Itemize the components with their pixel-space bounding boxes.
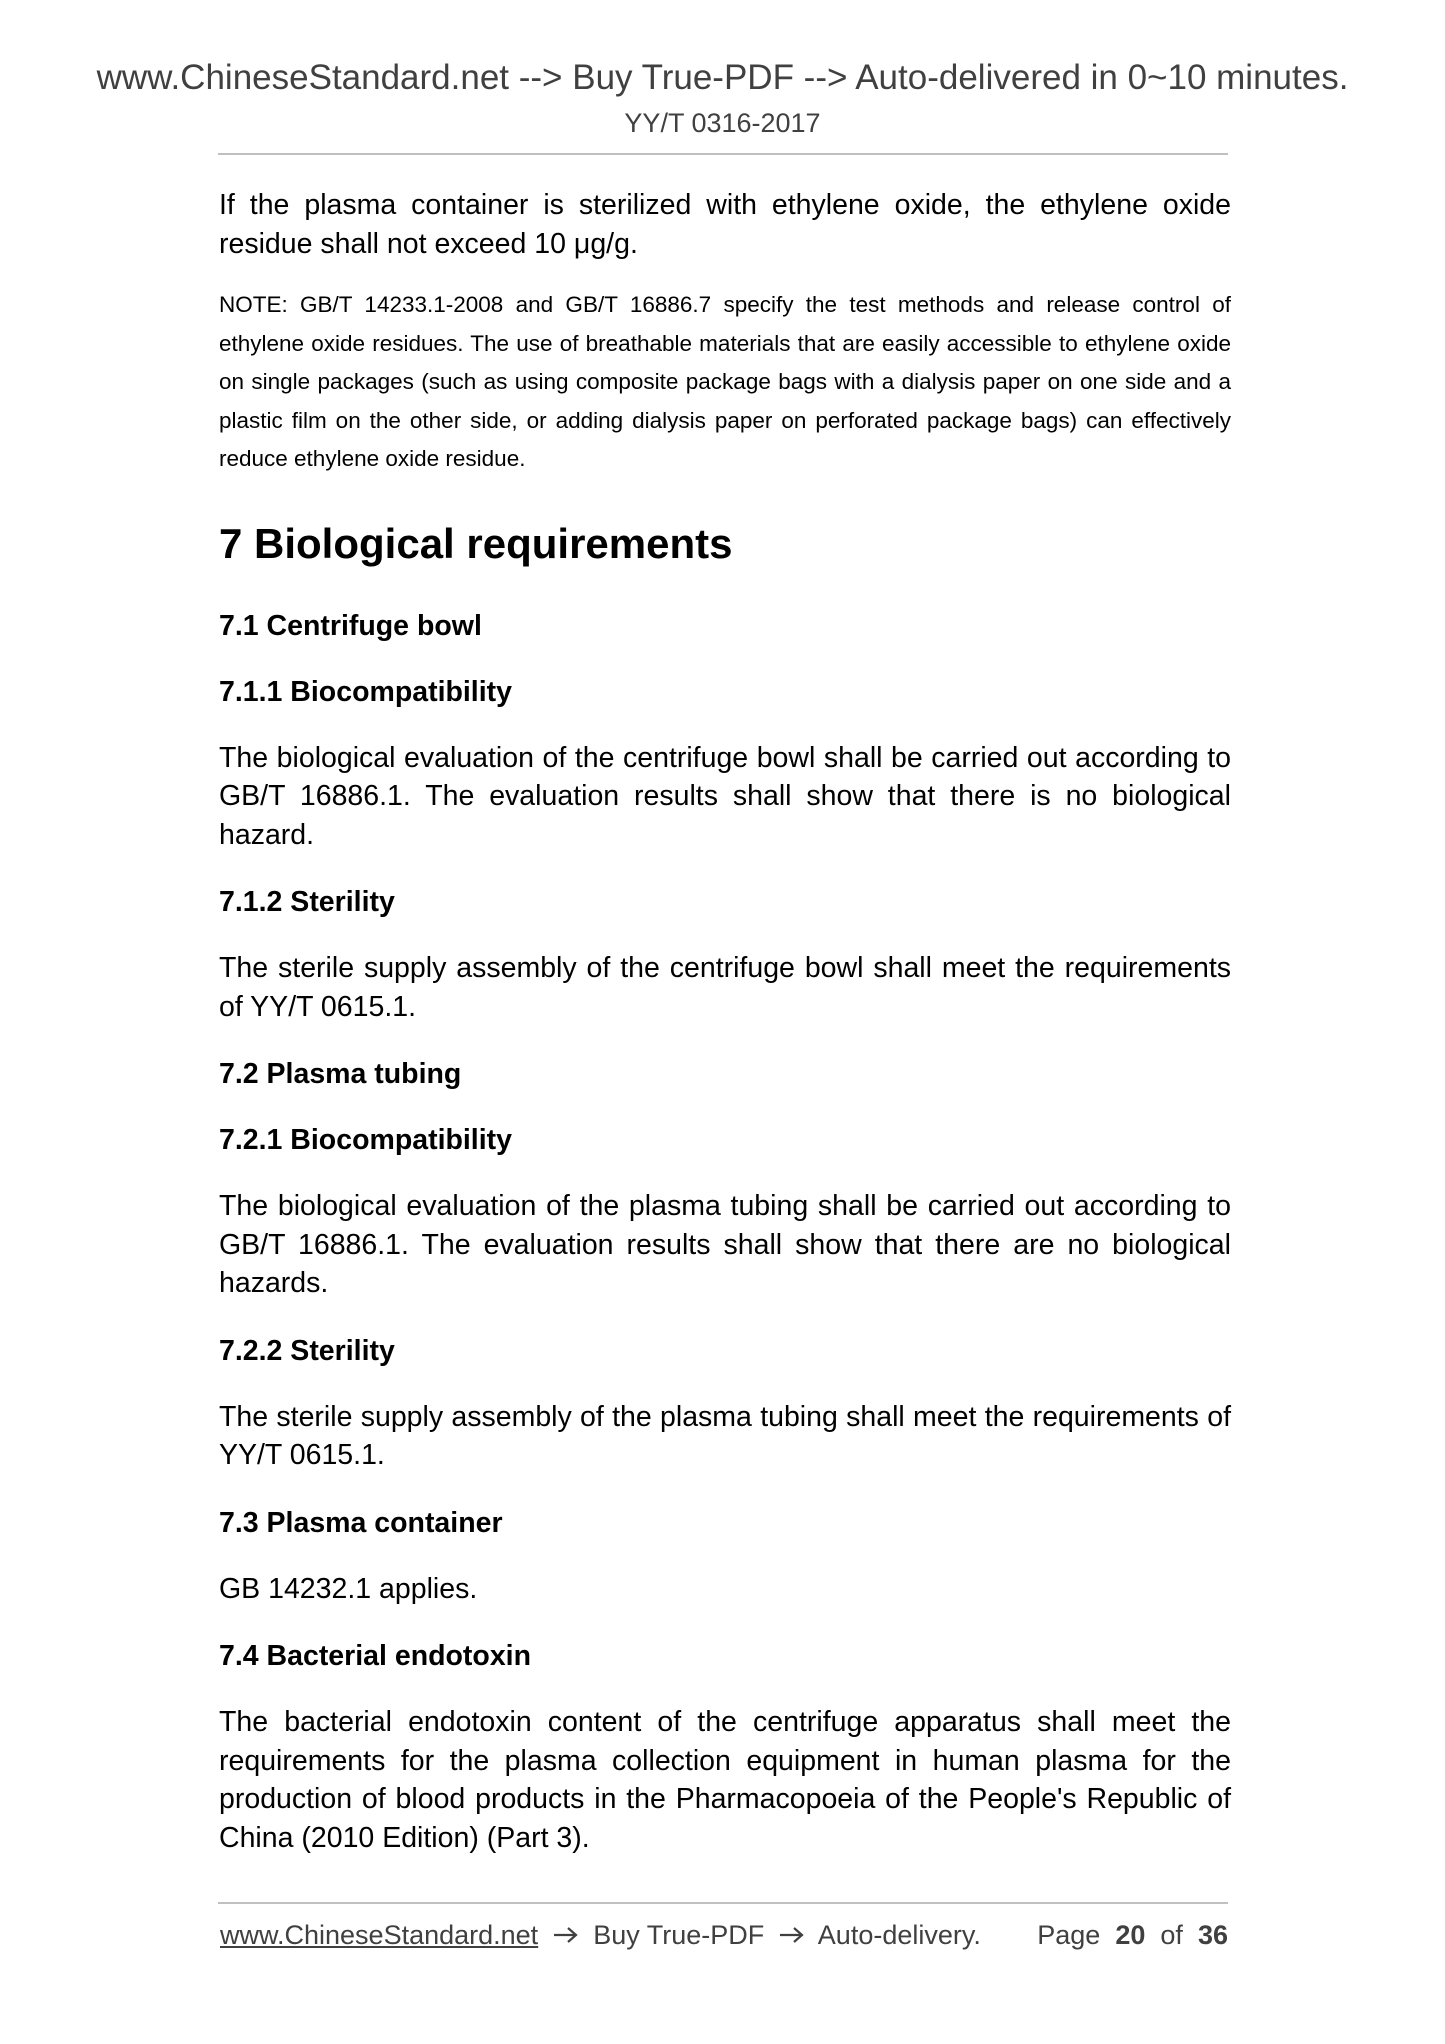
page-footer	[220, 1916, 1228, 1956]
right-arrow-icon	[778, 1925, 806, 1945]
intro-paragraph: If the plasma container is sterilized with ethylene oxide, the ethylene oxide residue shall not exceed 10 μg/g.	[219, 189, 1231, 260]
subsection-7-2-heading: 7.2 Plasma tubing	[219, 1058, 462, 1090]
current-page-number: 20	[1115, 1920, 1146, 1950]
subsection-7-1-1-heading: 7.1.1 Biocompatibility	[219, 675, 512, 708]
total-pages-number: 36	[1197, 1920, 1228, 1950]
page-label: Page	[1037, 1920, 1101, 1950]
section-heading: 7 Biological requirements	[219, 519, 733, 567]
subsection-7-4-heading: 7.4 Bacterial endotoxin	[219, 1640, 532, 1672]
right-arrow-icon	[552, 1925, 580, 1945]
page-content	[219, 186, 1231, 1857]
standard-code: YY/T 0316-2017	[624, 108, 821, 138]
subsection-7-2-1-text: The biological evaluation of the plasma tubing shall be carried out according to GB/T 16886.1. The evaluation results shall show that there are no biological hazards.	[219, 1190, 1231, 1299]
subsection-7-4-text: The bacterial endotoxin content of the centrifuge apparatus shall meet the requirements for the plasma collection equipment in human plasma for the production of blood products in the Pharmacopoeia of the People's Republic of China (2010 Edition) (Part 3).	[219, 1706, 1231, 1854]
subsection-7-2-2-text: The sterile supply assembly of the plasma tubing shall meet the requirements of YY/T 0615.1.	[219, 1400, 1231, 1471]
of-label: of	[1160, 1920, 1183, 1950]
subsection-7-2-1-heading: 7.2.1 Biocompatibility	[219, 1124, 512, 1156]
subsection-7-1-2-text: The sterile supply assembly of the centrifuge bowl shall meet the requirements of YY/T 0615.1.	[219, 952, 1231, 1023]
footer-site-link[interactable]: www.ChineseStandard.net	[220, 1920, 539, 1950]
subsection-7-3-text: GB 14232.1 applies.	[219, 1572, 478, 1605]
footer-divider	[218, 1902, 1228, 1904]
page-indicator	[1037, 1916, 1228, 1954]
footer-buy-text: Buy True-PDF	[593, 1920, 765, 1950]
subsection-7-1-2-heading: 7.1.2 Sterility	[219, 886, 395, 918]
header-banner: www.ChineseStandard.net --> Buy True-PDF --> Auto-delivered in 0~10 minutes.	[96, 58, 1349, 97]
subsection-7-2-2-heading: 7.2.2 Sterility	[219, 1334, 395, 1367]
note-paragraph: NOTE: GB/T 14233.1-2008 and GB/T 16886.7 specify the test methods and release control of ethylene oxide residues. The use of breathable materials that are easily accessible to ethylene oxide on single packages (such as using composite package bags with a dialysis paper on one side and a plastic film on the other side, or adding dialysis paper on perforated package bags) can effectively reduce ethylene oxide residue.	[219, 292, 1231, 471]
footer-promo	[220, 1916, 981, 1954]
subsection-7-3-heading: 7.3 Plasma container	[219, 1506, 503, 1539]
subsection-7-1-1-text: The biological evaluation of the centrifuge bowl shall be carried out according to GB/T 16886.1. The evaluation results shall show that there is no biological hazard.	[219, 741, 1231, 851]
subsection-7-1-heading: 7.1 Centrifuge bowl	[219, 609, 482, 642]
header-divider	[218, 153, 1228, 155]
footer-delivery-text: Auto-delivery.	[817, 1920, 981, 1950]
